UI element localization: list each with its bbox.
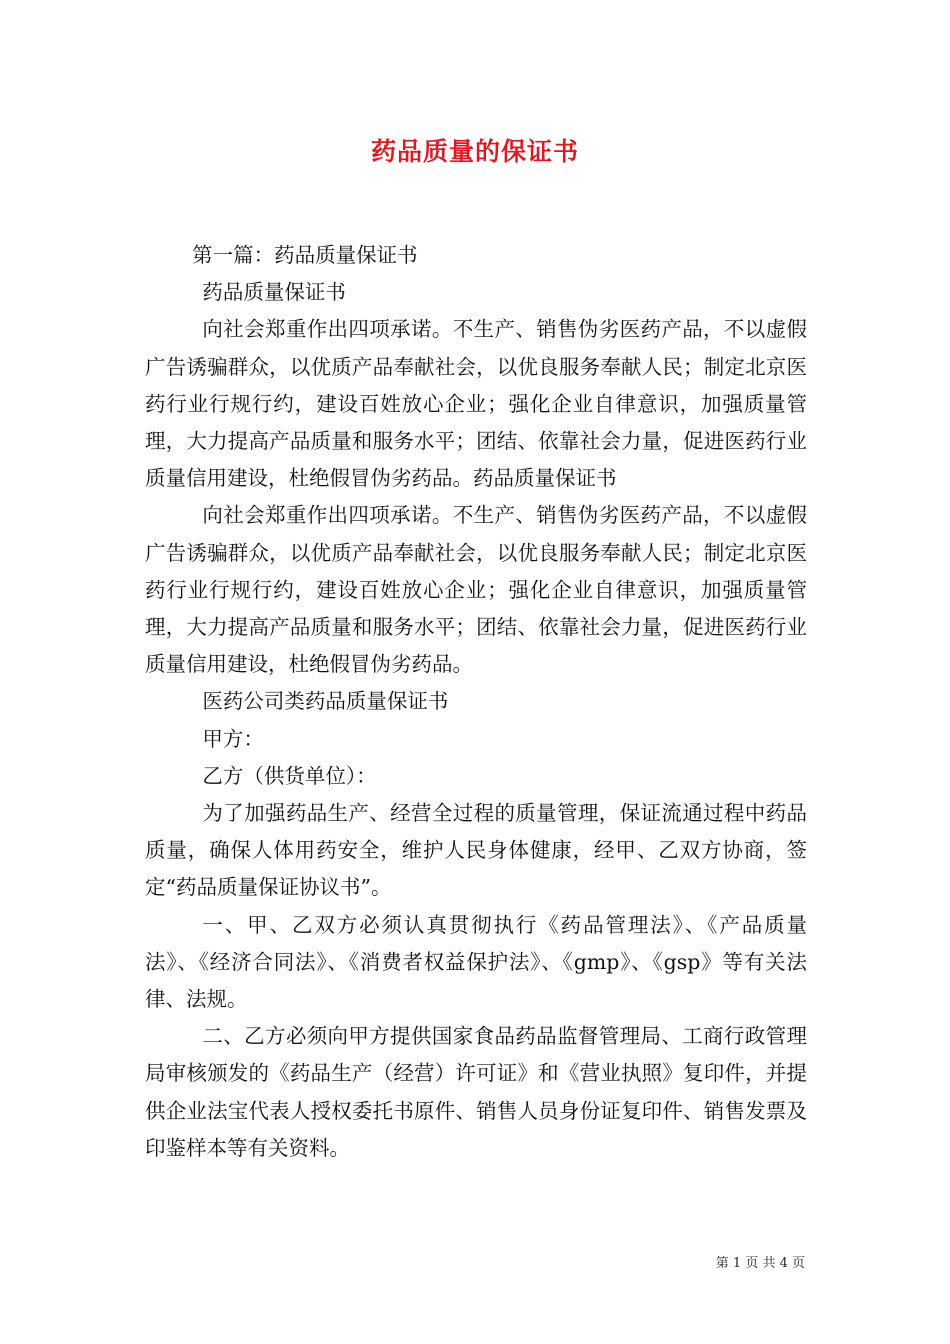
document-body [145, 237, 807, 1167]
subsection-heading: 药品质量保证书 [202, 280, 346, 305]
clause-paragraph: 一、甲、乙双方必须认真贯彻执行《药品管理法》、《产品质量法》、《经济合同法》、《消费者权益保护法》、《gmp》、《gsp》等有关法律、法规。 [145, 912, 807, 1012]
body-paragraph: 向社会郑重作出四项承诺。不生产、销售伪劣医药产品，不以虚假广告诱骗群众，以优质产品奉献社会，以优良服务奉献人民；制定北京医药行业行规行约，建设百姓放心企业；强化企业自律意识，加强质量管理，大力提高产品质量和服务水平；团结、依靠社会力量，促进医药行业质量信用建设，杜绝假冒伪劣药品。药品质量保证书 [145, 317, 807, 491]
document-title: 药品质量的保证书 [370, 137, 579, 166]
subsection-heading: 医药公司类药品质量保证书 [202, 689, 449, 714]
party-b-label: 乙方（供货单位）： [202, 763, 377, 788]
body-paragraph: 向社会郑重作出四项承诺。不生产、销售伪劣医药产品，不以虚假广告诱骗群众，以优质产品奉献社会，以优良服务奉献人民；制定北京医药行业行规行约，建设百姓放心企业；强化企业自律意识，加强质量管理，大力提高产品质量和服务水平；团结、依靠社会力量，促进医药行业质量信用建设，杜绝假冒伪劣药品。 [145, 503, 807, 677]
body-paragraph: 为了加强药品生产、经营全过程的质量管理，保证流通过程中药品质量，确保人体用药安全，维护人民身体健康，经甲、乙双方协商，签定“药品质量保证协议书”。 [145, 801, 807, 900]
party-a-label: 甲方： [202, 726, 264, 751]
section-heading: 第一篇：药品质量保证书 [192, 243, 418, 267]
clause-paragraph: 二、乙方必须向甲方提供国家食品药品监督管理局、工商行政管理局审核颁发的《药品生产（经营）许可证》和《营业执照》复印件，并提供企业法宝代表人授权委托书原件、销售人员身份证复印件、销售发票及印鉴样本等有关资料。 [145, 1024, 807, 1160]
page-number: 第 1 页 共 4 页 [715, 1256, 805, 1271]
